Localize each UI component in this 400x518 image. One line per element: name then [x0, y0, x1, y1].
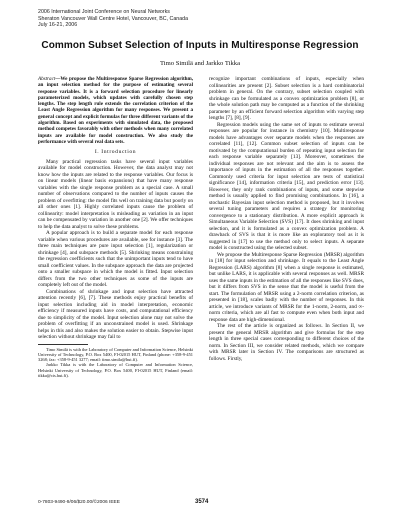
footnote-author-2: Jarkko Tikka is with the Laboratory of Computer and Information Science, Helsinki University of Technology, P.O. Box 5400, FI-02015 HUT, Finland (email: tikka@cis.hut.fi). [38, 362, 193, 378]
section-heading-introduction: I. Introduction [94, 149, 137, 156]
footnote-author-1: Timo Similä is with the Laboratory of Computer and Information Science, Helsinki University of Technology, P.O. Box 5400, FI-02015 HUT, Finland (phone: +358-9-451 3268; fax: +358-9-451 3277; email: timo.simila@hut.fi). [38, 346, 193, 363]
right-column [209, 76, 364, 362]
page-number: 3574 [195, 499, 209, 505]
intro-paragraph-1: Many practical regression tasks have several input variables available for model construction. However, the data analyst may not know how the inputs are related to the response variables. Our focus is on linear models (linear basis expansions) that have many response variables with the single response problem as a special case. A small number of observations compared to the number of inputs causes the problem of overfitting: the model fits well on training data but poorly on all other ones [1]. Highly correlated inputs cause the problem of collinearity: model interpretation is misleading as variation in an input can be compensated by variation in another one [2]. We offer techniques to help the data analyst to solve these problems. [38, 158, 193, 230]
conference-dates: July 16-21, 2006 [38, 22, 78, 29]
right-paragraph-4: The rest of the article is organized as follows. In Section II, we present the general MRSR algorithm and give formulas for the step length in three special cases corresponding to different choices of the norm. In Section III, we consider related methods, which we compare with MRSR later in Section IV. The comparisons are structured as follows. Firstly, [209, 323, 364, 362]
right-paragraph-1: recognize important combinations of inputs, especially when collinearities are present [2]. Subset selection is a hard combinatorial problem in general. On the contrary, subset selection coupled with shrinkage can be formulated as a convex optimization problem [8], or the whole solution path may be computed as a function of the shrinking parameter by an efficient forward selection algorithm with varying step lengths [7], [8], [9]. [209, 76, 364, 121]
conference-name: 2006 International Joint Conference on Neural Networks [38, 9, 170, 15]
paper-title: Common Subset Selection of Inputs in Multiresponse Regression [41, 40, 359, 51]
footnote-divider [38, 344, 88, 345]
left-column [38, 76, 193, 378]
right-paragraph-3: We propose the Multiresponse Sparse Regression (MRSR) algorithm in [18] for input selection and shrinkage. It equals to the Least Angle Regression (LARS) algorithm [8] when a single response is estimated, but unlike LARS, it is applicable with several responses as well. MRSR uses the same inputs in the estimation of all the responses like SVS does, but it differs from SVS in the sense that the model is useful from the start. The formulation of MRSR using a 2-norm correlation criterion, as presented in [18], scales badly with the number of responses. In this article, we introduce variants of MRSR for the 1-norm, 2-norm, and ∞-norm criteria, which are all fast to compute even when both input and response data are high-dimensional. [209, 251, 364, 323]
right-paragraph-2: Regression models using the same set of inputs to estimate several responses are popular for instance in chemistry [10]. Multiresponse models have advantages over separate models when the responses are correlated [11], [12]. Common subset selection of inputs can be motivated by the computational burden of repeating input selection for each response variable separately [13]. Moreover, sometimes the individual responses are not relevant and the aim is to assess the importance of inputs in the estimation of all the responses together. Commonly used criteria for input selection are tests of statistical significance [14], information criteria [15], and prediction error [13]. However, they only rank combinations of inputs, and some stepwise method is usually applied to find promising combinations. In [16], a stochastic Bayesian input selection method is proposed, but it involves several tuning parameters and requires a strategy for monitoring convergence to a stationary distribution. A more explicit approach is Simultaneous Variable Selection (SVS) [17]. It does shrinking and input selection, and it is formulated as a convex optimization problem. A drawback of SVS is that it is more like an exploratory tool as it is suggested in [17] to use the method only to select inputs. A separate model is constructed using the selected subset. [209, 121, 364, 251]
paper-authors: Timo Similä and Jarkko Tikka [160, 60, 240, 67]
intro-paragraph-3: Combinations of shrinkage and input selection have attracted attention recently [6], [7]. These methods enjoy practical benefits of input selection including aid in model interpretation, economic efficiency if measured inputs have costs, and computational efficiency due to simplicity of the model. Input selection alone may not solve the problem of overfitting if an unconstrained model is used. Shrinkage helps in this and also makes the solution easier to obtain. Stepwise input selection without shrinkage may fail to [38, 288, 193, 341]
abstract [38, 76, 193, 145]
intro-paragraph-2: A popular approach is to build a separate model for each response variable when various procedures are available, see for instance [3]. The three main techniques are pure input selection [1], regularization or shrinkage [4], and subspace methods [5]. Shrinking means constraining the regression coefficients such that the unimportant inputs tend to have small coefficient values. In the subspace approach the data are projected onto a smaller subspace in which the model is fitted. Input selection differs from the two other techniques as some of the inputs are completely left out of the model. [38, 230, 193, 289]
abstract-body: —We propose the Multiresponse Sparse Regression algorithm, an input selection method for the purpose of estimating several response variables. It is a forward selection procedure for linearly parameterized models, which updates with carefully chosen step lengths. The step length rule extends the correlation criterion of the Least Angle Regression algorithm for many responses. We present a general concept and explicit formulas for three different variants of the algorithm. Based on experiments with simulated data, the proposed method competes favorably with other methods when many correlated inputs are available for model construction. We also study the performance with several real data sets. [38, 76, 193, 145]
conference-header [38, 9, 188, 29]
abstract-lead: Abstract [38, 76, 56, 82]
isbn-footer: 0-7803-9490-9/06/$20.00/©2006 IEEE [38, 500, 120, 505]
conference-venue: Sheraton Vancouver Wall Centre Hotel, Vancouver, BC, Canada [38, 15, 189, 22]
